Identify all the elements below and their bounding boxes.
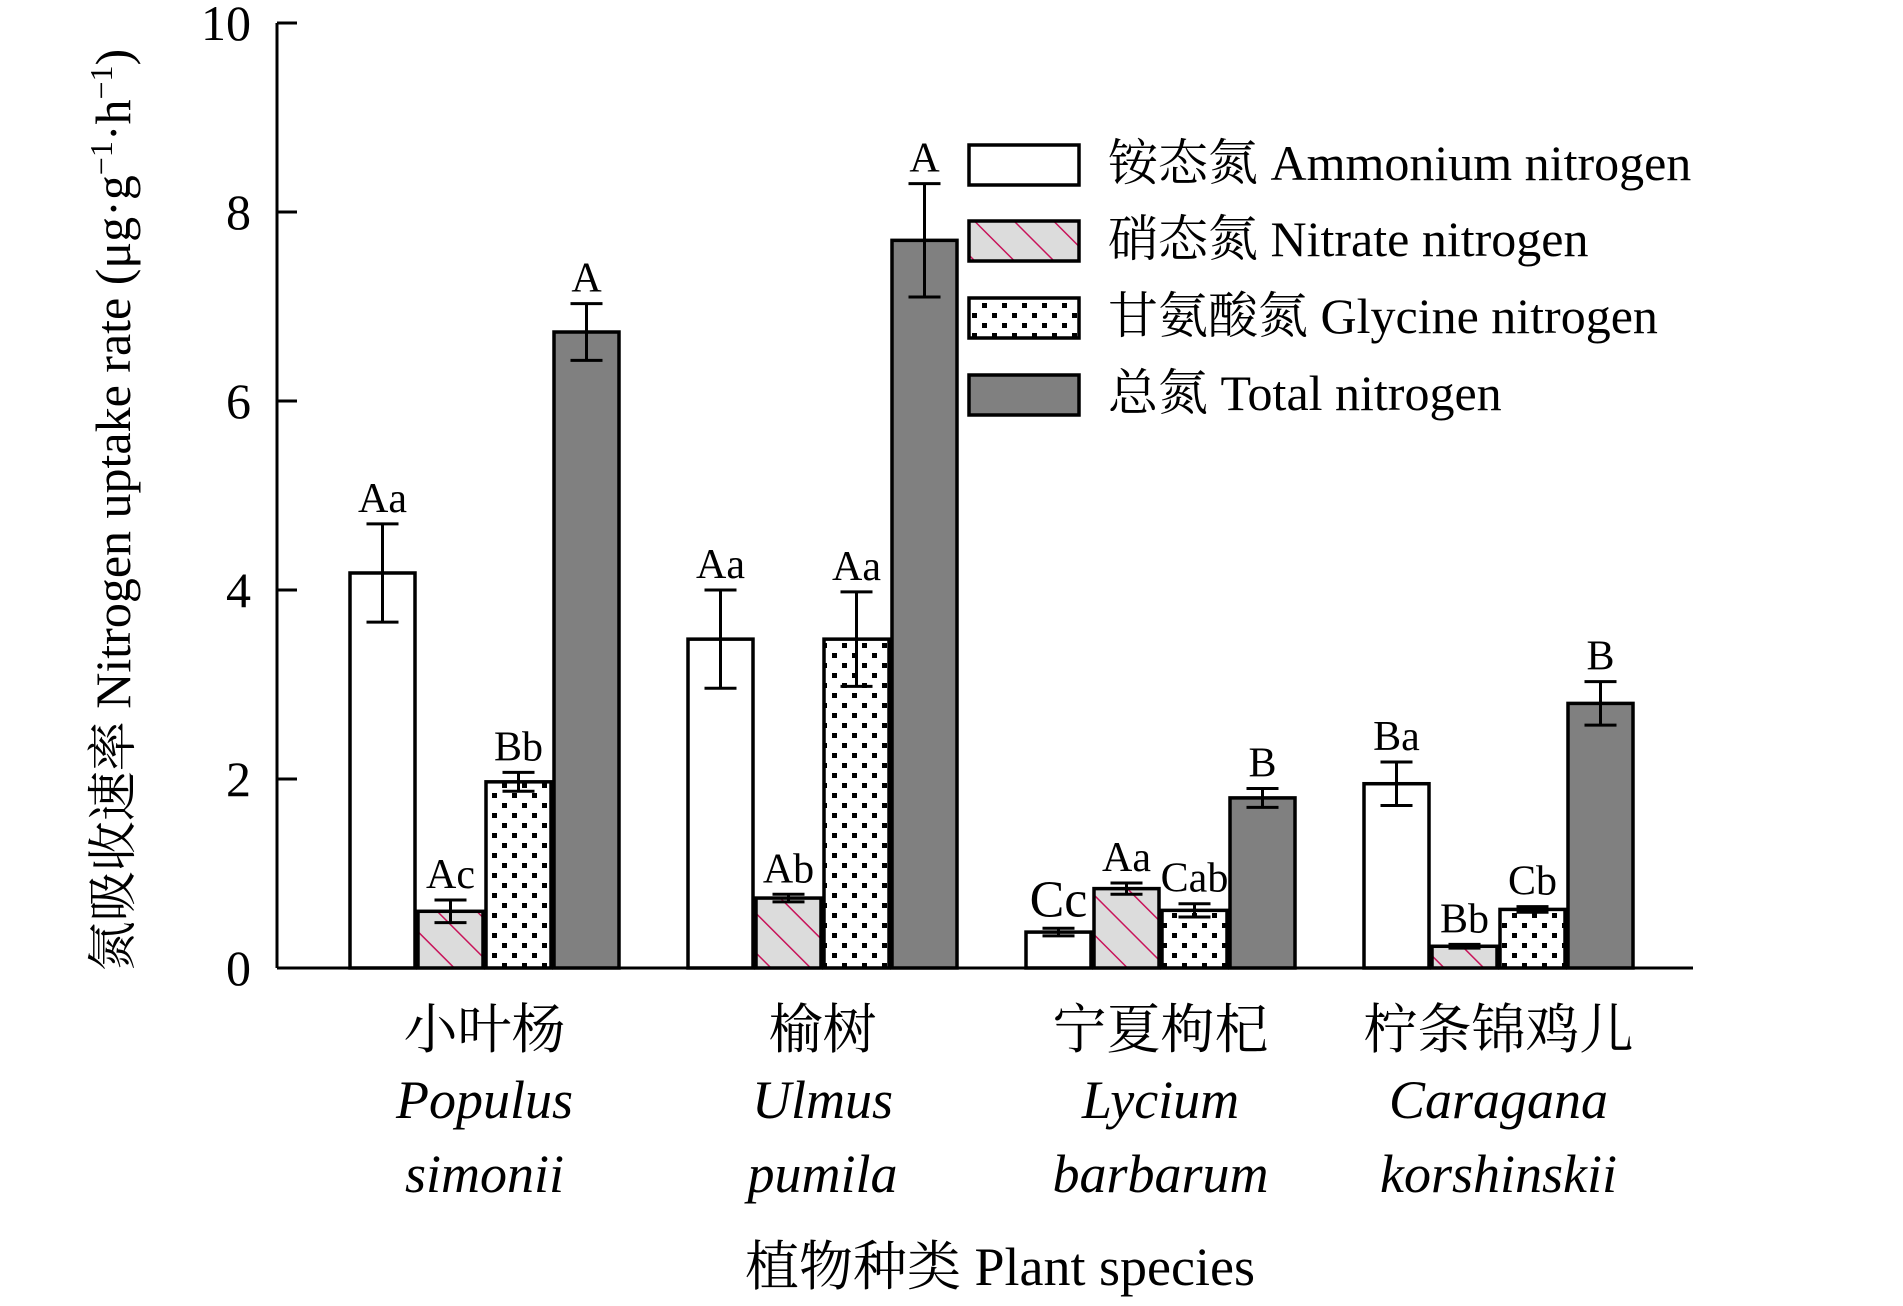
bar bbox=[1026, 932, 1091, 968]
significance-label: Ac bbox=[426, 851, 475, 898]
y-tick-label: 0 bbox=[226, 940, 251, 996]
significance-label: Aa bbox=[1102, 834, 1151, 881]
significance-label: Bb bbox=[493, 724, 544, 771]
x-axis-label: 植物种类 Plant species bbox=[745, 1237, 1255, 1297]
y-tick-label: 2 bbox=[226, 751, 251, 807]
bars bbox=[350, 240, 1633, 968]
category-label-latin: Caragana bbox=[1388, 1070, 1609, 1130]
category-label-cn: 榆树 bbox=[768, 1000, 877, 1060]
legend bbox=[969, 135, 1691, 421]
bar bbox=[892, 240, 957, 968]
y-tick-label: 8 bbox=[226, 184, 251, 240]
category-label-latin: simonii bbox=[404, 1144, 565, 1204]
significance-label: Cb bbox=[1507, 858, 1558, 905]
legend-label: 硝态氮 Nitrate nitrogen bbox=[1108, 211, 1589, 267]
significance-label: B bbox=[1248, 740, 1277, 787]
y-axis-label: 氮吸收速率 Nitrogen uptake rate $(\mu g\cdot g^{-1}\cdot h^{-1})$ bbox=[83, 48, 141, 972]
category-label-cn: 小叶杨 bbox=[403, 1000, 566, 1060]
legend-swatch bbox=[969, 375, 1079, 415]
category-label-latin: barbarum bbox=[1052, 1144, 1269, 1204]
legend-swatch bbox=[969, 145, 1079, 185]
bar bbox=[1500, 909, 1565, 968]
y-tick-label: 10 bbox=[201, 0, 251, 51]
category-label-latin: Ulmus bbox=[751, 1070, 894, 1130]
bar bbox=[1568, 703, 1633, 968]
category-label-latin: Lycium bbox=[1081, 1070, 1240, 1130]
significance-label: Ba bbox=[1373, 713, 1420, 760]
y-tick-label: 4 bbox=[226, 562, 251, 618]
significance-label: Ab bbox=[762, 846, 815, 893]
legend-swatch bbox=[969, 221, 1079, 261]
bar bbox=[554, 332, 619, 968]
bar bbox=[1162, 910, 1227, 968]
bar bbox=[1094, 889, 1159, 968]
legend-label: 总氮 Total nitrogen bbox=[1108, 365, 1502, 421]
category-label-cn: 宁夏枸杞 bbox=[1052, 1000, 1269, 1060]
significance-label: Aa bbox=[696, 542, 745, 588]
significance-label: Cab bbox=[1160, 855, 1229, 902]
category-label-cn: 柠条锦鸡儿 bbox=[1363, 1000, 1634, 1060]
category-labels bbox=[395, 1000, 1634, 1204]
legend-label: 铵态氮 Ammonium nitrogen bbox=[1108, 135, 1692, 191]
category-label-latin: Populus bbox=[395, 1070, 574, 1130]
bar bbox=[350, 573, 415, 968]
legend-label: 甘氨酸氮 Glycine nitrogen bbox=[1108, 288, 1658, 344]
bar bbox=[756, 898, 821, 968]
bar bbox=[1230, 798, 1295, 968]
bar bbox=[824, 639, 889, 968]
significance-label: B bbox=[1586, 633, 1615, 680]
significance-label: Bb bbox=[1439, 896, 1490, 943]
significance-label: A bbox=[571, 255, 602, 302]
bar bbox=[1364, 784, 1429, 968]
significance-label: Cc bbox=[1029, 871, 1088, 929]
category-label-latin: korshinskii bbox=[1380, 1144, 1617, 1204]
bar bbox=[486, 782, 551, 968]
category-label-latin: pumila bbox=[747, 1144, 898, 1204]
significance-label: A bbox=[909, 135, 940, 182]
significance-label: Aa bbox=[358, 475, 407, 522]
significance-label: Aa bbox=[832, 543, 881, 590]
legend-swatch bbox=[969, 298, 1079, 338]
y-tick-label: 6 bbox=[226, 373, 251, 429]
